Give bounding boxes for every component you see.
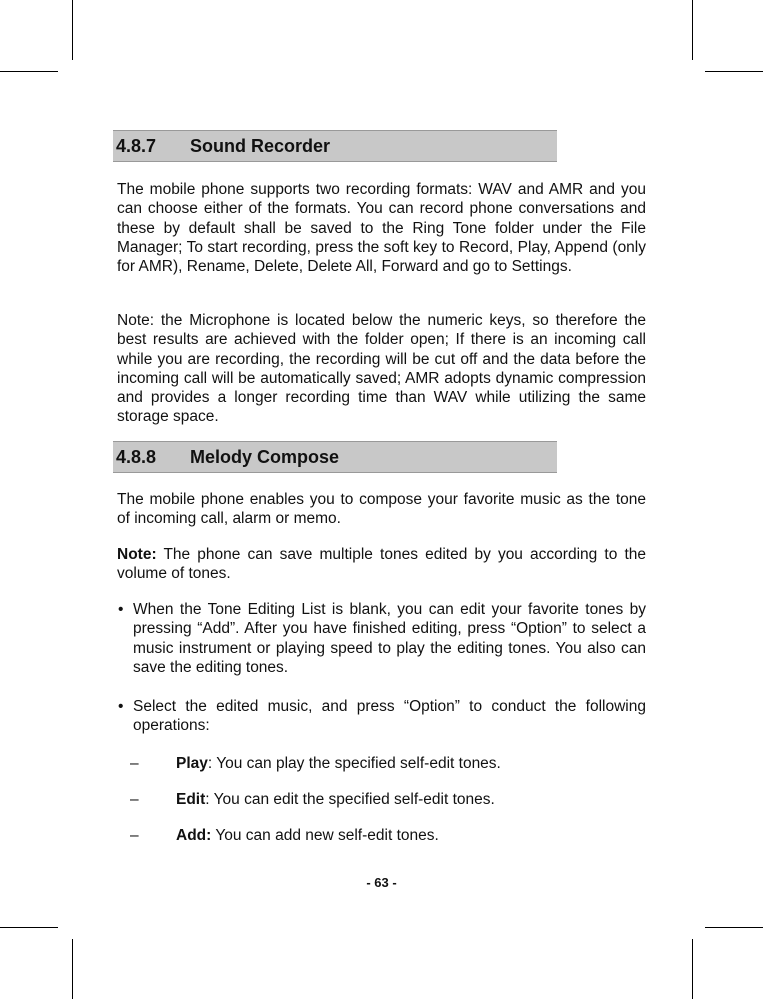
crop-mark bbox=[692, 939, 693, 999]
crop-mark bbox=[692, 0, 693, 60]
note-text: The phone can save multiple tones edited by you according to the volume of tones. bbox=[117, 546, 646, 583]
sound-recorder-paragraph-2: Note: the Microphone is located below the numeric keys, so therefore the best results are achieved with the folder open; If there is an incoming call while you are recording, the recording will be cut off and the data before the incoming call will be automatically saved; AMR adopts dynamic compression and provides a longer recording time than WAV while utilizing the same storage space. bbox=[117, 312, 646, 426]
bullet-item bbox=[117, 600, 646, 677]
operation-text: You can add new self-edit tones. bbox=[211, 827, 439, 844]
dash-icon: – bbox=[130, 827, 139, 844]
operation-label: Add: bbox=[176, 827, 212, 844]
crop-mark bbox=[72, 939, 73, 999]
section-heading-sound-recorder bbox=[113, 130, 557, 162]
note-label: Note: bbox=[117, 546, 157, 563]
operation-text: : You can play the specified self-edit tones. bbox=[207, 755, 501, 772]
bullet-icon: • bbox=[118, 698, 124, 715]
page-number: - 63 - bbox=[366, 875, 397, 890]
sound-recorder-paragraph-1: The mobile phone supports two recording formats: WAV and AMR and you can choose either of the formats. You can record phone conversations and these by default shall be saved to the Ring Tone folder under the File Manager; To start recording, press the soft key to Record, Play, Append (only for AMR), Rename, Delete, Delete All, Forward and go to Settings. bbox=[117, 181, 646, 276]
melody-compose-note bbox=[117, 545, 646, 584]
bullet-text: When the Tone Editing List is blank, you can edit your favorite tones by pressing “Add”. After you have finished editing, press “Option” to select a music instrument or playing speed to play the editing tones. You also can save the editing tones. bbox=[133, 601, 646, 676]
section-number: 4.8.7 bbox=[116, 135, 157, 156]
crop-mark bbox=[0, 71, 58, 72]
bullet-text: Select the edited music, and press “Option” to conduct the following operations: bbox=[133, 698, 646, 735]
operation-label: Play bbox=[176, 755, 208, 772]
section-number: 4.8.8 bbox=[116, 446, 157, 467]
melody-compose-paragraph-1: The mobile phone enables you to compose your favorite music as the tone of incoming call, alarm or memo. bbox=[117, 491, 646, 528]
crop-mark bbox=[72, 0, 73, 60]
operation-label: Edit bbox=[176, 791, 206, 808]
dash-icon: – bbox=[130, 791, 139, 808]
crop-mark bbox=[0, 927, 58, 928]
bullet-item bbox=[117, 697, 646, 736]
dash-icon: – bbox=[130, 755, 139, 772]
section-title: Sound Recorder bbox=[190, 135, 331, 156]
crop-mark bbox=[705, 71, 763, 72]
section-heading-melody-compose bbox=[113, 441, 557, 473]
crop-mark bbox=[705, 927, 763, 928]
operation-text: : You can edit the specified self-edit tones. bbox=[205, 791, 495, 808]
section-title: Melody Compose bbox=[190, 446, 340, 467]
bullet-icon: • bbox=[118, 601, 124, 618]
